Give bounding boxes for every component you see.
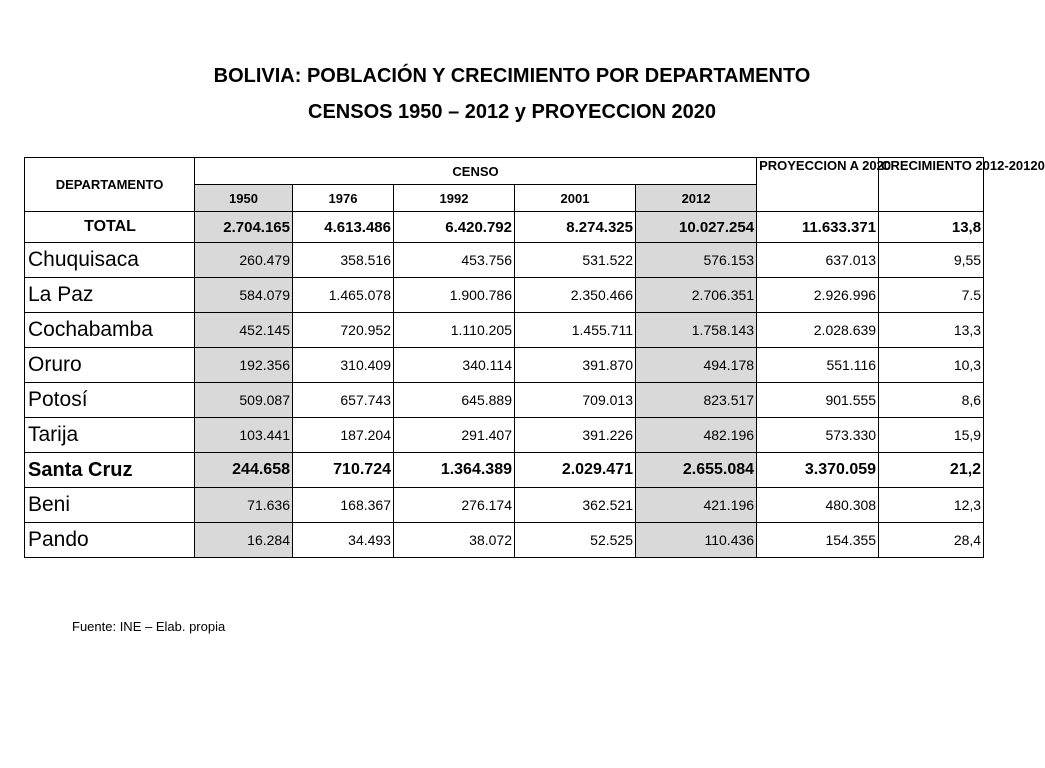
department-name: Oruro: [25, 348, 195, 383]
table-cell: 12,3: [879, 488, 984, 523]
table-row: [25, 313, 984, 348]
table-cell: 531.522: [515, 243, 636, 278]
table-row: [25, 418, 984, 453]
table-cell: 52.525: [515, 523, 636, 558]
department-name: TOTAL: [25, 212, 195, 243]
table-cell: 1.455.711: [515, 313, 636, 348]
table-cell: 710.724: [293, 453, 394, 488]
department-name: Potosí: [25, 383, 195, 418]
header-year-1976: 1976: [293, 185, 394, 212]
table-cell: 8.274.325: [515, 212, 636, 243]
table-cell: 10.027.254: [636, 212, 757, 243]
table-cell: 645.889: [394, 383, 515, 418]
header-crecimiento: CRECIMIENTO 2012-20120: [879, 158, 984, 212]
table-cell: 16.284: [195, 523, 293, 558]
table-cell: 168.367: [293, 488, 394, 523]
table-cell: 244.658: [195, 453, 293, 488]
table-row: [25, 488, 984, 523]
table-cell: 10,3: [879, 348, 984, 383]
department-name: Chuquisaca: [25, 243, 195, 278]
table-cell: 4.613.486: [293, 212, 394, 243]
table-cell: 2.350.466: [515, 278, 636, 313]
table-cell: 192.356: [195, 348, 293, 383]
department-name: Pando: [25, 523, 195, 558]
table-cell: 21,2: [879, 453, 984, 488]
table-cell: 358.516: [293, 243, 394, 278]
header-year-2012: 2012: [636, 185, 757, 212]
table-cell: 453.756: [394, 243, 515, 278]
table-cell: 310.409: [293, 348, 394, 383]
department-name: Santa Cruz: [25, 453, 195, 488]
table-cell: 1.110.205: [394, 313, 515, 348]
table-cell: 8,6: [879, 383, 984, 418]
header-departamento: DEPARTAMENTO: [25, 158, 195, 212]
table-cell: 720.952: [293, 313, 394, 348]
table-cell: 13,3: [879, 313, 984, 348]
table-cell: 637.013: [757, 243, 879, 278]
table-body: [25, 212, 984, 558]
table-cell: 2.655.084: [636, 453, 757, 488]
table-cell: 6.420.792: [394, 212, 515, 243]
table-cell: 2.704.165: [195, 212, 293, 243]
table-cell: 7.5: [879, 278, 984, 313]
table-cell: 509.087: [195, 383, 293, 418]
table-cell: 110.436: [636, 523, 757, 558]
table-row: [25, 243, 984, 278]
table-cell: 38.072: [394, 523, 515, 558]
title-line-2: CENSOS 1950 – 2012 y PROYECCION 2020: [308, 101, 716, 123]
header-year-1992: 1992: [394, 185, 515, 212]
table-cell: 823.517: [636, 383, 757, 418]
header-year-2001: 2001: [515, 185, 636, 212]
table-cell: 480.308: [757, 488, 879, 523]
table-row: [25, 212, 984, 243]
table-cell: 573.330: [757, 418, 879, 453]
table-cell: 482.196: [636, 418, 757, 453]
department-name: Cochabamba: [25, 313, 195, 348]
table-cell: 1.465.078: [293, 278, 394, 313]
table-cell: 15,9: [879, 418, 984, 453]
department-name: Beni: [25, 488, 195, 523]
table-cell: 187.204: [293, 418, 394, 453]
table-cell: 901.555: [757, 383, 879, 418]
table-row: [25, 278, 984, 313]
table-cell: 9,55: [879, 243, 984, 278]
department-name: Tarija: [25, 418, 195, 453]
table-cell: 391.226: [515, 418, 636, 453]
table-cell: 103.441: [195, 418, 293, 453]
table-cell: 291.407: [394, 418, 515, 453]
table-cell: 71.636: [195, 488, 293, 523]
table-cell: 340.114: [394, 348, 515, 383]
table-cell: 1.364.389: [394, 453, 515, 488]
table-row: [25, 523, 984, 558]
table-cell: 13,8: [879, 212, 984, 243]
source-note: Fuente: INE – Elab. propia: [72, 619, 226, 634]
table-cell: 362.521: [515, 488, 636, 523]
table-row: [25, 383, 984, 418]
table-cell: 584.079: [195, 278, 293, 313]
table-cell: 276.174: [394, 488, 515, 523]
table-cell: 551.116: [757, 348, 879, 383]
header-proyeccion: PROYECCION A 2020: [757, 158, 879, 212]
table-cell: 154.355: [757, 523, 879, 558]
department-name: La Paz: [25, 278, 195, 313]
table-cell: 11.633.371: [757, 212, 879, 243]
table-cell: 576.153: [636, 243, 757, 278]
table-cell: 2.029.471: [515, 453, 636, 488]
table-cell: 260.479: [195, 243, 293, 278]
table-cell: 2.926.996: [757, 278, 879, 313]
table-cell: 1.900.786: [394, 278, 515, 313]
table-cell: 2.028.639: [757, 313, 879, 348]
table-cell: 28,4: [879, 523, 984, 558]
table-cell: 421.196: [636, 488, 757, 523]
header-censo: CENSO: [195, 158, 757, 185]
table-cell: 494.178: [636, 348, 757, 383]
title-line-1: BOLIVIA: POBLACIÓN Y CRECIMIENTO POR DEPARTAMENTO: [213, 65, 811, 87]
table-row: [25, 348, 984, 383]
table-cell: 2.706.351: [636, 278, 757, 313]
table-cell: 657.743: [293, 383, 394, 418]
table-cell: 452.145: [195, 313, 293, 348]
table-cell: 709.013: [515, 383, 636, 418]
header-year-1950: 1950: [195, 185, 293, 212]
table-cell: 34.493: [293, 523, 394, 558]
table-cell: 391.870: [515, 348, 636, 383]
table-row: [25, 453, 984, 488]
table-cell: 1.758.143: [636, 313, 757, 348]
table-cell: 3.370.059: [757, 453, 879, 488]
population-table: [24, 157, 1045, 558]
